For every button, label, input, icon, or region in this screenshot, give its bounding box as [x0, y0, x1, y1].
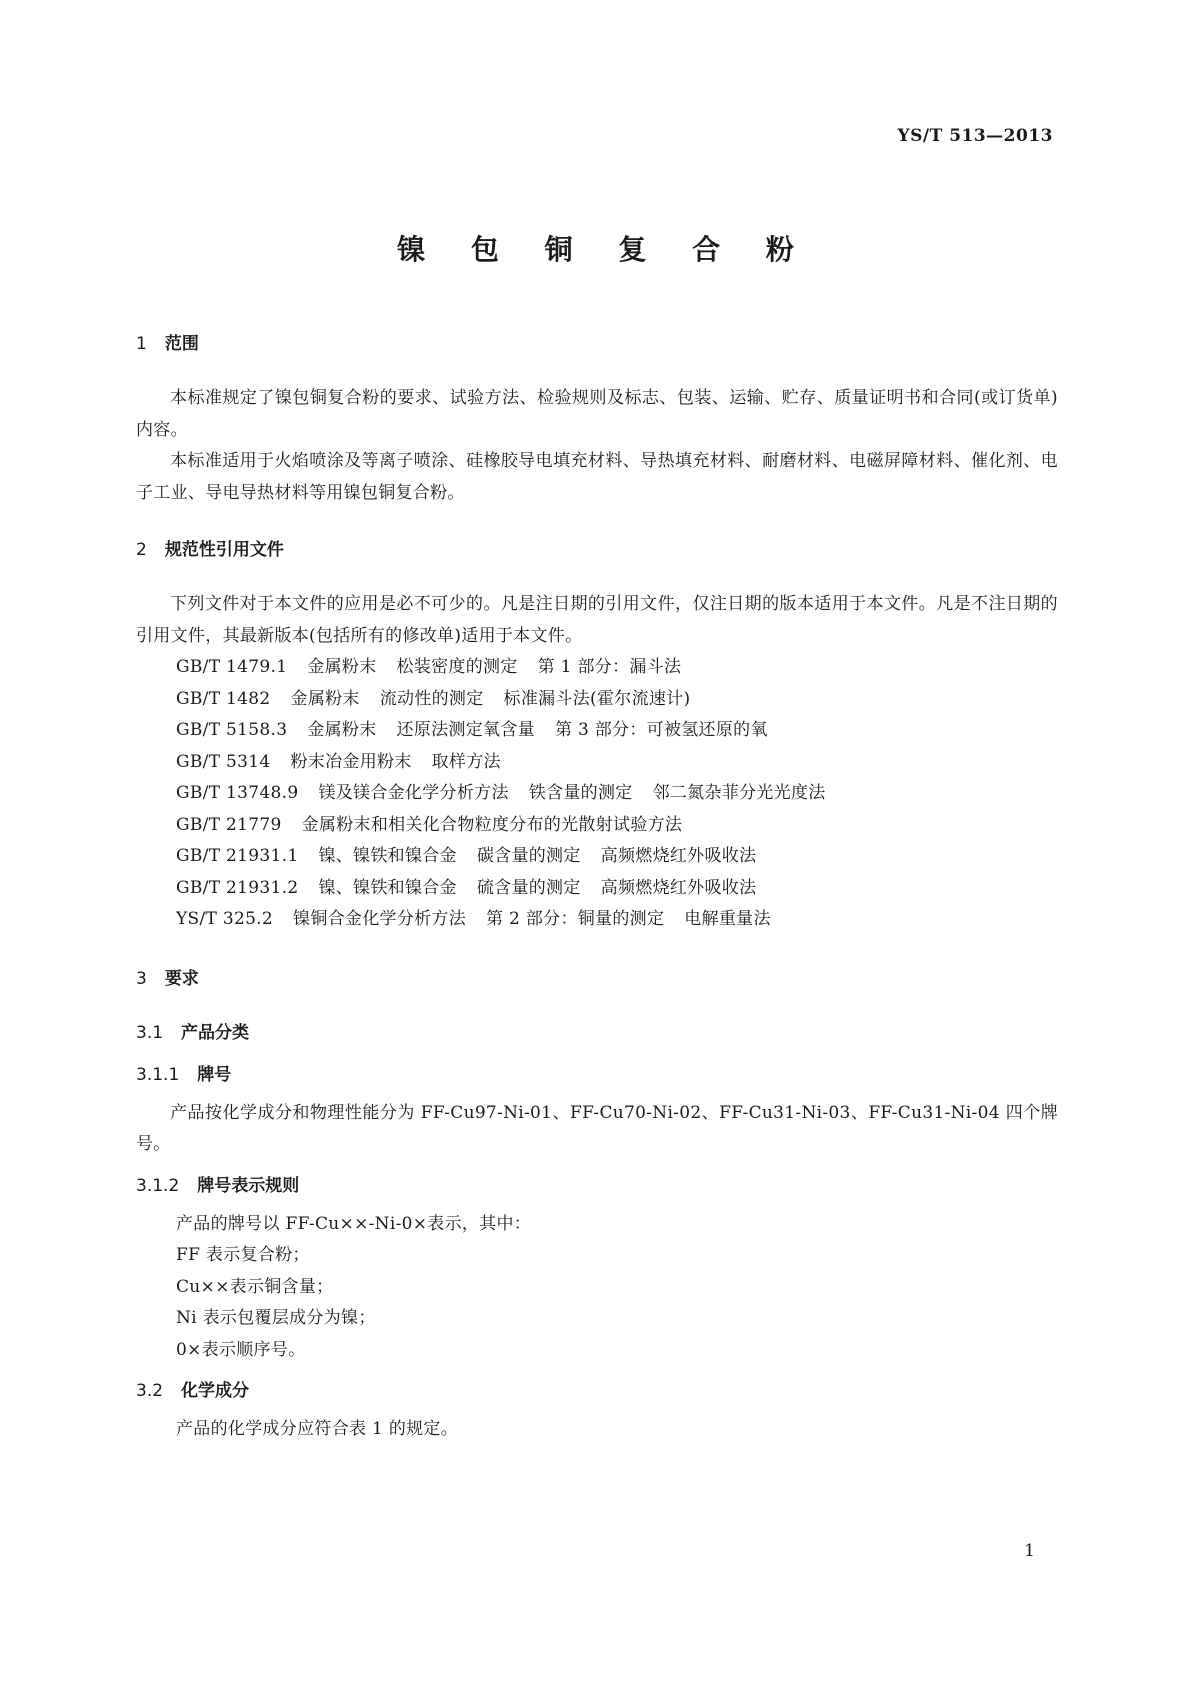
- section-title: 牌号表示规则: [197, 1175, 300, 1196]
- page-number: 1: [1024, 1541, 1035, 1561]
- reference-code: GB/T 5158.3: [176, 720, 288, 740]
- reference-title-part: 第 2 部分：铜量的测定: [486, 909, 665, 929]
- section-1-paragraph-1: 本标准规定了镍包铜复合粉的要求、试验方法、检验规则及标志、包装、运输、贮存、质量证明书和合同(或订货单)内容。: [136, 388, 1058, 440]
- section-3-1-heading: [136, 1022, 1058, 1044]
- reference-item: [136, 841, 1058, 873]
- reference-item: [136, 747, 1058, 779]
- reference-code: YS/T 325.2: [176, 909, 274, 929]
- standard-code: YS/T 513—2013: [897, 126, 1053, 146]
- section-number: 3.2: [136, 1381, 164, 1401]
- document-title: 镍 包 铜 复 合 粉: [397, 233, 812, 266]
- section-1-paragraph-2: 本标准适用于火焰喷涂及等离子喷涂、硅橡胶导电填充材料、导热填充材料、耐磨材料、电磁屏障材料、催化剂、电子工业、导电导热材料等用镍包铜复合粉。: [136, 451, 1058, 503]
- reference-title-part: 标准漏斗法(霍尔流速计): [503, 688, 691, 709]
- reference-item: [136, 684, 1058, 716]
- reference-item: [136, 652, 1058, 684]
- section-number: 1: [136, 334, 147, 354]
- section-3-2-heading: [136, 1380, 1058, 1402]
- section-3-heading: [136, 968, 1058, 990]
- reference-title-part: 邻二氮杂菲分光光度法: [652, 783, 826, 803]
- reference-code: GB/T 1482: [176, 688, 271, 709]
- reference-code: GB/T 13748.9: [176, 783, 299, 803]
- reference-title-part: 碳含量的测定: [476, 846, 581, 866]
- section-3-2-paragraph: 产品的化学成分应符合表 1 的规定。: [176, 1419, 459, 1439]
- naming-rule-line: 0×表示顺序号。: [176, 1339, 306, 1360]
- reference-title-part: 流动性的测定: [379, 688, 484, 709]
- section-title: 牌号: [197, 1064, 232, 1085]
- section-title: 规范性引用文件: [164, 540, 284, 560]
- section-number: 3.1: [136, 1022, 164, 1043]
- reference-title-part: 松装密度的测定: [396, 657, 518, 677]
- reference-title-part: 取样方法: [431, 751, 501, 772]
- reference-title-part: 金属粉末和相关化合物粒度分布的光散射试验方法: [301, 814, 683, 835]
- reference-item: [136, 873, 1058, 905]
- document-body: [136, 333, 1058, 1446]
- section-3-1-2-heading: [136, 1175, 1058, 1197]
- section-title: 范围: [164, 334, 199, 354]
- reference-item: [136, 778, 1058, 810]
- section-title: 化学成分: [181, 1381, 250, 1401]
- reference-code: GB/T 5314: [176, 751, 271, 772]
- reference-title-part: 还原法测定氧含量: [396, 720, 535, 740]
- reference-item: [136, 715, 1058, 747]
- section-3-1-1-paragraph: 产品按化学成分和物理性能分为 FF-Cu97-Ni-01、FF-Cu70-Ni-02、FF-Cu31-Ni-03、FF-Cu31-Ni-04 四个牌号。: [136, 1102, 1058, 1154]
- reference-code: GB/T 1479.1: [176, 657, 288, 677]
- section-number: 3.1.1: [136, 1064, 180, 1085]
- reference-code: GB/T 21931.2: [176, 877, 299, 898]
- naming-rule-line: 产品的牌号以 FF-Cu××-Ni-0×表示，其中：: [176, 1213, 532, 1234]
- section-title: 要求: [164, 968, 199, 989]
- section-number: 3.1.2: [136, 1175, 180, 1196]
- reference-title-part: 镍铜合金化学分析方法: [293, 909, 467, 929]
- section-2-intro: 下列文件对于本文件的应用是必不可少的。凡是注日期的引用文件，仅注日期的版本适用于本文件。凡是不注日期的引用文件，其最新版本(包括所有的修改单)适用于本文件。: [136, 594, 1058, 646]
- section-title: 产品分类: [181, 1022, 250, 1043]
- reference-title-part: 铁含量的测定: [528, 783, 633, 803]
- reference-title-part: 镁及镁合金化学分析方法: [318, 783, 509, 803]
- section-number: 3: [136, 968, 147, 989]
- section-1-heading: [136, 333, 1058, 355]
- section-3-1-1-heading: [136, 1064, 1058, 1086]
- reference-title-part: 镍、镍铁和镍合金: [318, 846, 457, 866]
- reference-title-part: 镍、镍铁和镍合金: [318, 877, 457, 898]
- reference-title-part: 高频燃烧红外吸收法: [600, 877, 757, 898]
- section-2-heading: [136, 539, 1058, 561]
- reference-code: GB/T 21931.1: [176, 846, 299, 866]
- reference-code: GB/T 21779: [176, 814, 282, 835]
- reference-title-part: 第 1 部分：漏斗法: [537, 657, 682, 677]
- naming-rule-line: FF 表示复合粉；: [176, 1245, 310, 1265]
- reference-title-part: 电解重量法: [684, 909, 771, 929]
- reference-title-part: 粉末冶金用粉末: [290, 751, 412, 772]
- reference-list: [136, 652, 1058, 936]
- naming-rule-line: Ni 表示包覆层成分为镍；: [176, 1308, 376, 1328]
- reference-item: [136, 810, 1058, 842]
- naming-rule-line: Cu××表示铜含量；: [176, 1276, 334, 1297]
- section-number: 2: [136, 540, 147, 560]
- reference-title-part: 第 3 部分：可被氢还原的氧: [554, 720, 768, 740]
- reference-title-part: 硫含量的测定: [476, 877, 581, 898]
- reference-item: [136, 904, 1058, 936]
- reference-title-part: 高频燃烧红外吸收法: [600, 846, 757, 866]
- reference-title-part: 金属粉末: [290, 688, 360, 709]
- reference-title-part: 金属粉末: [307, 657, 377, 677]
- reference-title-part: 金属粉末: [307, 720, 377, 740]
